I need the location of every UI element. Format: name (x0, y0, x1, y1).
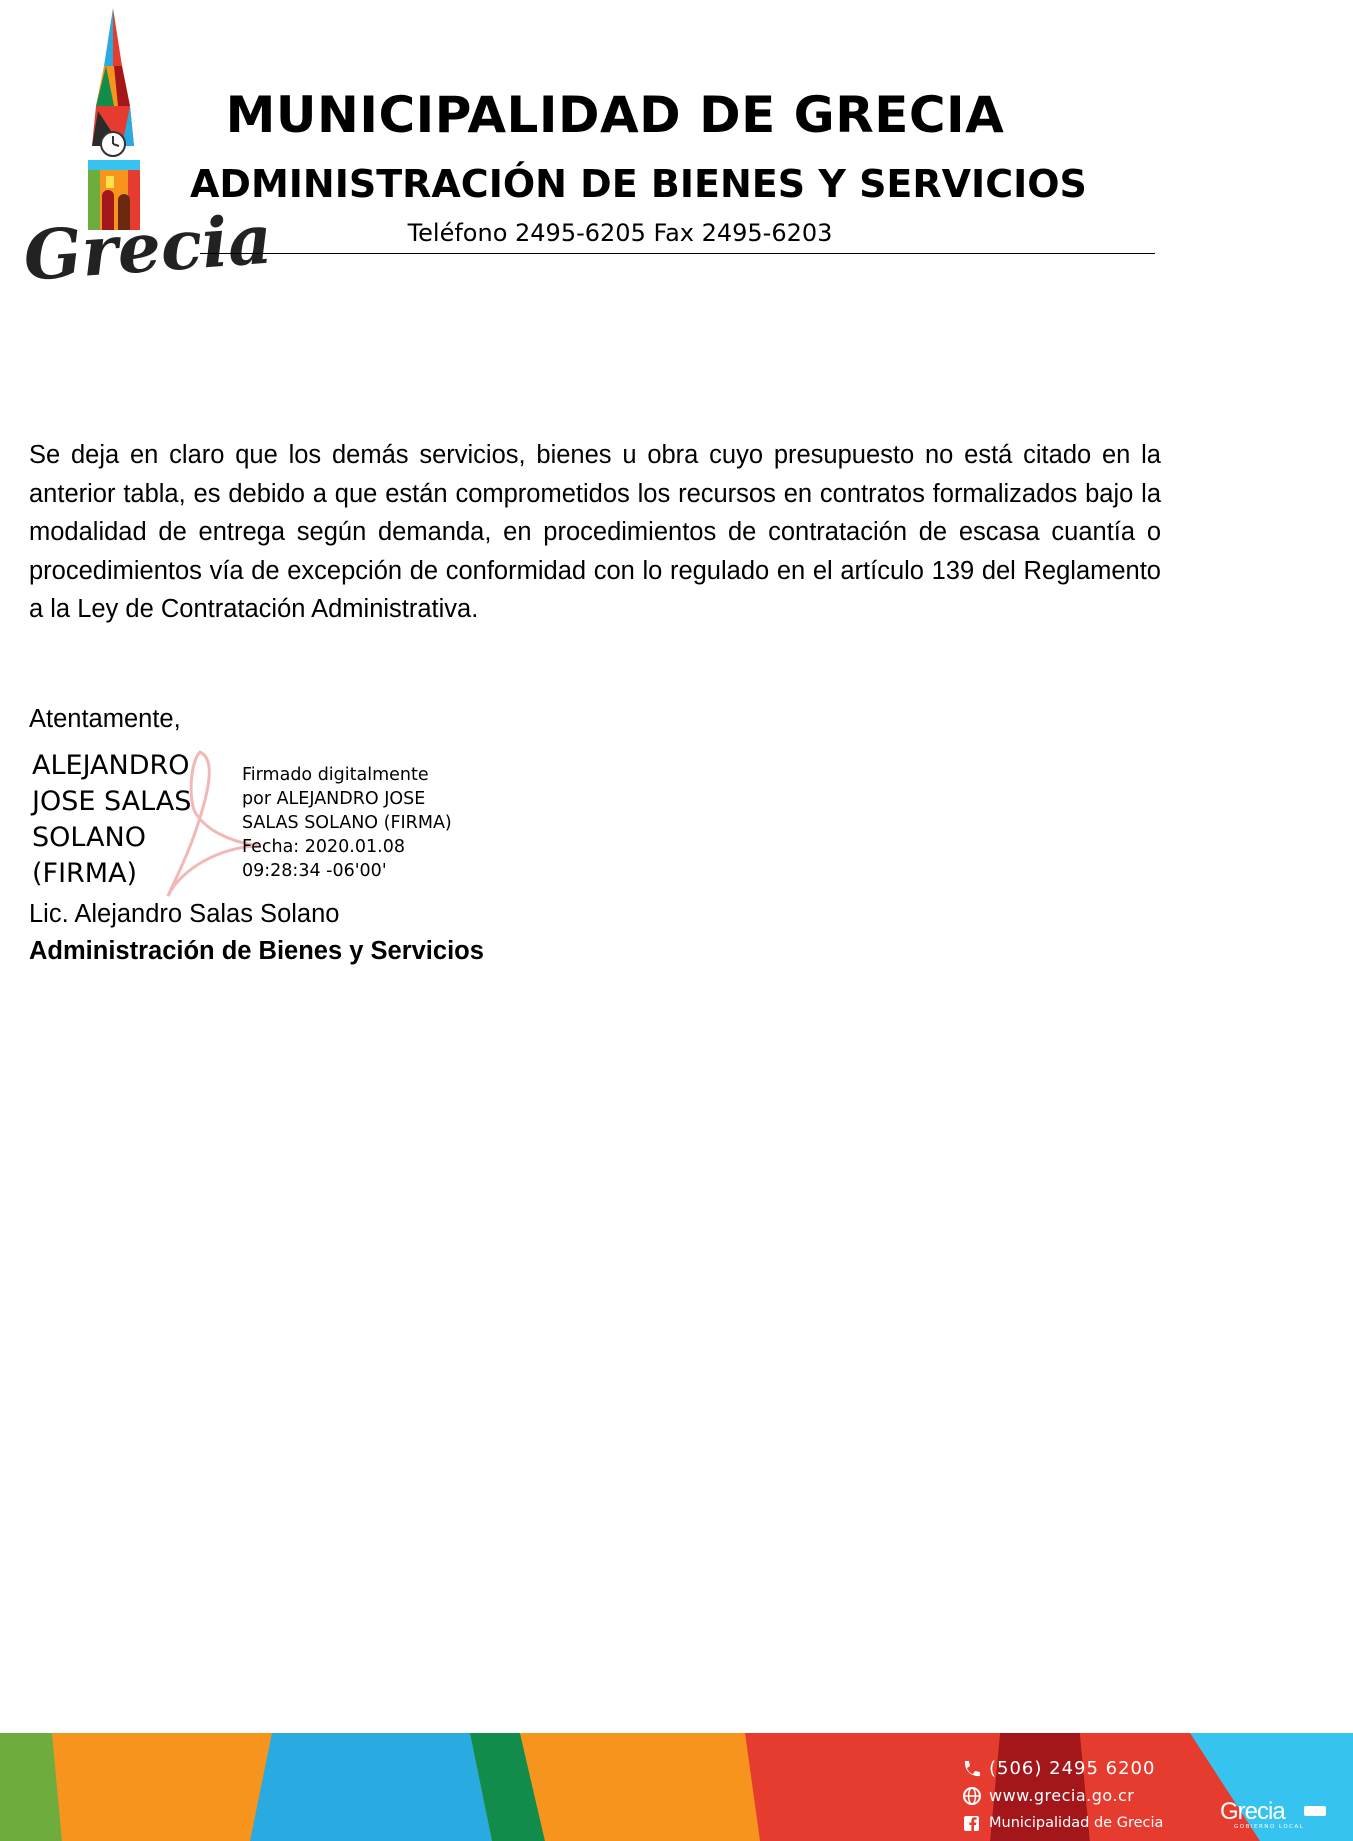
footer-web-row (961, 1782, 1163, 1809)
contact-phone-fax: Teléfono 2495-6205 Fax 2495-6203 (407, 219, 833, 247)
signature-detail-line: por ALEJANDRO JOSE (242, 789, 426, 809)
footer-phone: (506) 2495 6200 (989, 1758, 1156, 1779)
footer-contact (961, 1755, 1163, 1836)
header-divider (200, 253, 1155, 254)
body-paragraph: Se deja en claro que los demás servicios, bienes u obra cuyo presupuesto no está citado en la anterior tabla, es debido a que están comprometidos los recursos en contratos formalizados bajo la modalidad de entrega según demanda, en procedimientos de contratación de escasa cuantía o procedimientos vía de excepción de conformidad con lo regulado en el artículo 139 del Reglamento a la Ley de Contratación Administrativa. (29, 441, 1161, 624)
signature-name-line: (FIRMA) (32, 858, 138, 889)
page-title: MUNICIPALIDAD DE GRECIA (225, 86, 1005, 144)
tower-icon (88, 8, 140, 230)
facebook-icon (961, 1813, 983, 1833)
footer-website-link[interactable]: www.grecia.go.cr (989, 1786, 1135, 1805)
brand-badge (1304, 1806, 1326, 1816)
phone-icon (961, 1759, 983, 1779)
logo-text: Grecia (21, 199, 275, 297)
signature-detail-line: Firmado digitalmente (242, 765, 429, 785)
signature-name-line: JOSE SALAS (32, 786, 192, 817)
signatory-name: Lic. Alejandro Salas Solano (29, 900, 340, 928)
footer-brand-text: Grecia (1220, 1798, 1285, 1825)
signature-detail-line: SALAS SOLANO (FIRMA) (242, 813, 452, 833)
signature-name-line: SOLANO (32, 822, 146, 853)
footer-brand-tagline: GOBIERNO LOCAL (1234, 1824, 1305, 1830)
closing-salutation: Atentamente, (29, 705, 181, 733)
globe-icon (961, 1786, 983, 1806)
signature-detail-line: 09:28:34 -06'00' (242, 861, 387, 881)
footer-phone-row (961, 1755, 1163, 1782)
footer-brand-logo (1218, 1797, 1338, 1831)
signatory-department: Administración de Bienes y Servicios (29, 937, 484, 965)
signature-detail-line: Fecha: 2020.01.08 (242, 837, 405, 857)
department-subtitle: ADMINISTRACIÓN DE BIENES Y SERVICIOS (190, 162, 1087, 206)
digital-signature-details (242, 763, 452, 883)
signature-name-line: ALEJANDRO (32, 750, 190, 781)
footer-facebook-row (961, 1809, 1163, 1836)
footer-facebook-link[interactable]: Municipalidad de Grecia (989, 1814, 1164, 1831)
grecia-logo (18, 6, 275, 306)
